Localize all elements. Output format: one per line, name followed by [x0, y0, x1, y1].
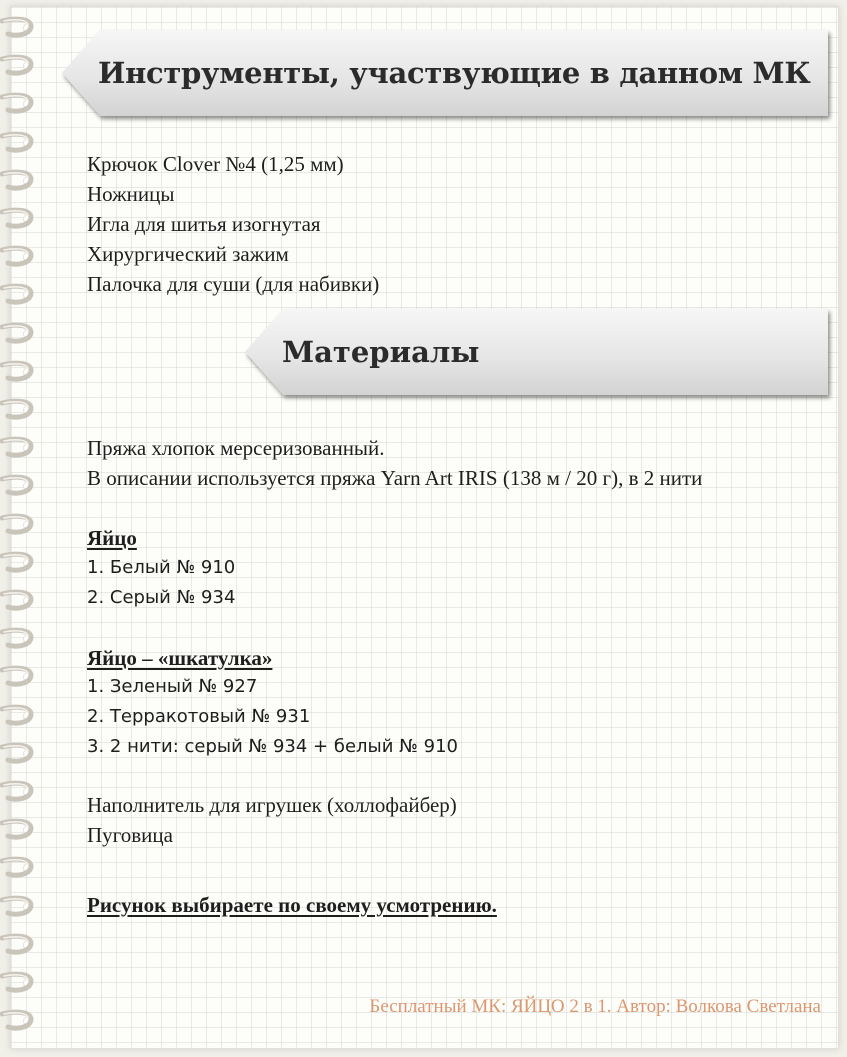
materials-banner	[245, 309, 828, 395]
binding-ring-icon	[0, 165, 40, 197]
binding-ring-icon	[0, 1005, 40, 1037]
binding-ring-icon	[0, 50, 40, 82]
binding-ring-icon	[0, 241, 40, 273]
binding-ring-icon	[0, 967, 40, 999]
button-item: Пуговица	[87, 823, 173, 847]
binding-ring-icon	[0, 88, 40, 120]
egg-title: Яйцо	[87, 526, 137, 550]
yarn-description: Пряжа хлопок мерсеризованный.	[87, 436, 385, 460]
tool-item-scissors: Ножницы	[87, 182, 175, 206]
egg-box-title: Яйцо – «шкатулка»	[87, 646, 273, 670]
binding-ring-icon	[0, 661, 40, 693]
tools-heading: Инструменты, участвующие в данном МК	[98, 56, 811, 90]
binding-ring-icon	[0, 12, 40, 44]
egg-box-color-item: 1. Зеленый № 927	[87, 676, 258, 697]
filler-item: Наполнитель для игрушек (холлофайбер)	[87, 793, 457, 817]
binding-ring-icon	[0, 509, 40, 541]
binding-ring-icon	[0, 547, 40, 579]
binding-ring-icon	[0, 700, 40, 732]
binding-ring-icon	[0, 432, 40, 464]
egg-box-color-item: 2. Терракотовый № 931	[87, 706, 311, 727]
binding-ring-icon	[0, 318, 40, 350]
binding-ring-icon	[0, 623, 40, 655]
tool-item-needle: Игла для шитья изогнутая	[87, 212, 321, 236]
spiral-binding	[0, 12, 48, 1052]
binding-ring-icon	[0, 776, 40, 808]
binding-ring-icon	[0, 814, 40, 846]
yarn-detail: В описании используется пряжа Yarn Art IRIS (138 м / 20 г), в 2 нити	[87, 466, 703, 490]
binding-ring-icon	[0, 394, 40, 426]
tool-item-clamp: Хирургический зажим	[87, 242, 289, 266]
binding-ring-icon	[0, 127, 40, 159]
binding-ring-icon	[0, 852, 40, 884]
binding-ring-icon	[0, 585, 40, 617]
egg-box-color-item: 3. 2 нити: серый № 934 + белый № 910	[87, 736, 458, 757]
binding-ring-icon	[0, 929, 40, 961]
egg-color-item: 2. Серый № 934	[87, 587, 236, 608]
binding-ring-icon	[0, 891, 40, 923]
materials-heading: Материалы	[282, 335, 480, 369]
tool-item-stick: Палочка для суши (для набивки)	[87, 272, 380, 296]
footer-credit: Бесплатный МК: ЯЙЦО 2 в 1. Автор: Волкова Светлана	[369, 996, 821, 1017]
egg-color-item: 1. Белый № 910	[87, 557, 236, 578]
binding-ring-icon	[0, 203, 40, 235]
binding-ring-icon	[0, 356, 40, 388]
tool-item-hook: Крючок Clover №4 (1,25 мм)	[87, 152, 344, 176]
tools-banner	[62, 30, 828, 116]
binding-ring-icon	[0, 279, 40, 311]
binding-ring-icon	[0, 470, 40, 502]
pattern-note: Рисунок выбираете по своему усмотрению.	[87, 893, 497, 917]
binding-ring-icon	[0, 738, 40, 770]
